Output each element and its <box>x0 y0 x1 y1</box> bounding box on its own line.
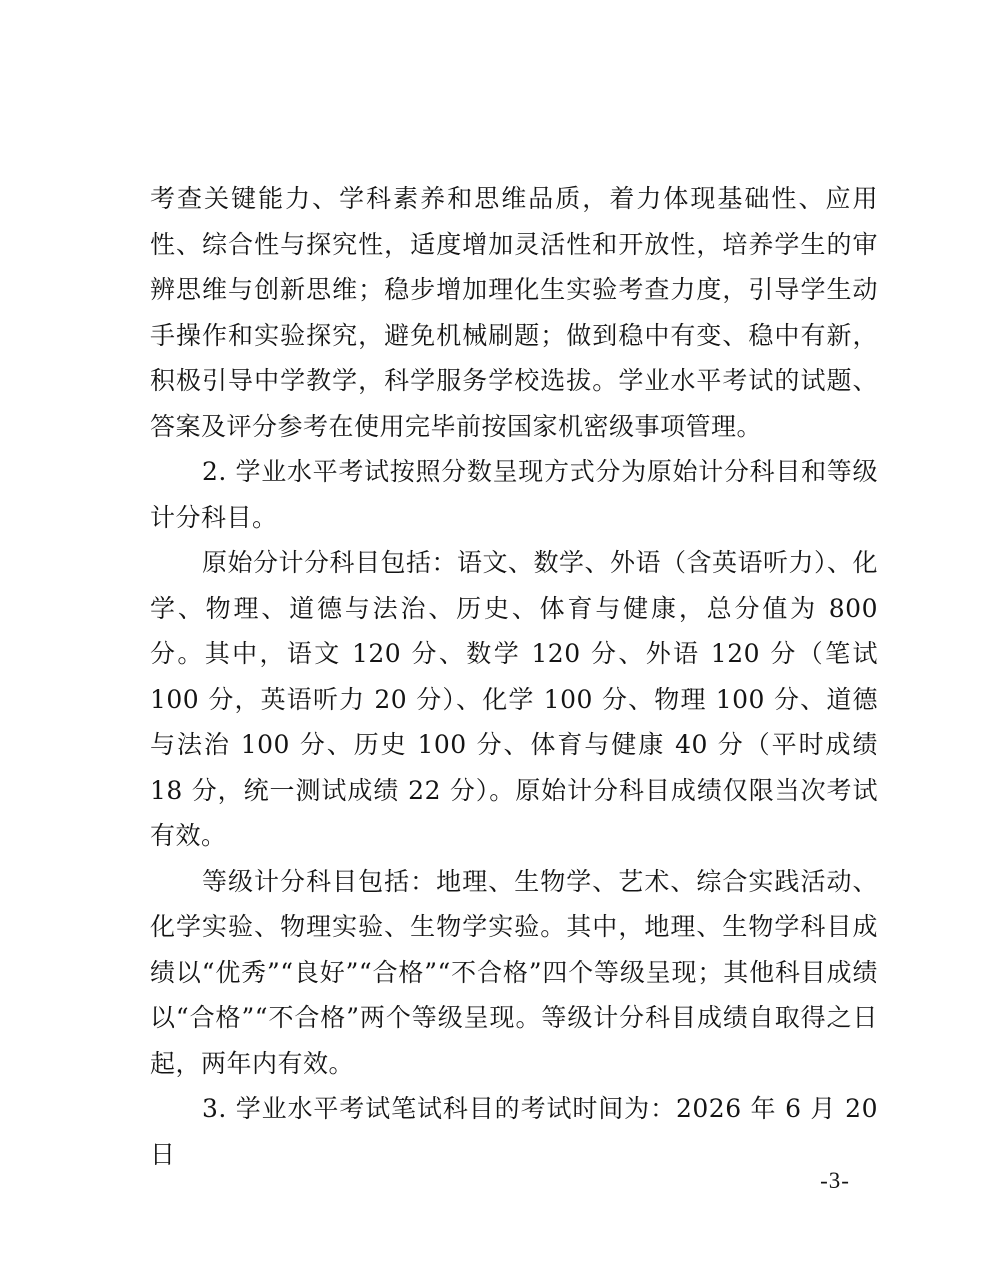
paragraph-exam-time: 3. 学业水平考试笔试科目的考试时间为：2026 年 6 月 20 日 <box>150 1094 878 1169</box>
paragraph-grade-subjects: 等级计分科目包括：地理、生物学、艺术、综合实践活动、化学实验、物理实验、生物学实验。其中，地理、生物学科目成绩以“优秀”“良好”“合格”“不合格”四个等级呈现；其他科目成绩以“合格”“不合格”两个等级呈现。等级计分科目成绩自取得之日起，两年内有效。 <box>150 866 878 1078</box>
paragraph-scoring-types: 2. 学业水平考试按照分数呈现方式分为原始计分科目和等级计分科目。 <box>150 457 878 532</box>
paragraph-exam-content: 考查关键能力、学科素养和思维品质，着力体现基础性、应用性、综合性与探究性，适度增加灵活性和开放性，培养学生的审辨思维与创新思维；稳步增加理化生实验考查力度，引导学生动手操作和实验探究，避免机械刷题；做到稳中有变、稳中有新，积极引导中学教学，科学服务学校选拔。学业水平考试的试题、答案及评分参考在使用完毕前按国家机密级事项管理。 <box>150 184 878 441</box>
paragraph-raw-score-subjects: 原始分计分科目包括：语文、数学、外语（含英语听力）、化学、物理、道德与法治、历史、体育与健康，总分值为 800 分。其中，语文 120 分、数学 120 分、外语 120 分（笔试 100 分，英语听力 20 分）、化学 100 分、物理 100 分、道德与法治 100 分、历史 100 分、体育与健康 40 分（平时成绩 18 分，统一测试成绩 22 分）。原始计分科目成绩仅限当次考试有效。 <box>150 548 879 850</box>
document-body <box>150 176 878 1177</box>
page-number: -3- <box>820 1168 850 1193</box>
